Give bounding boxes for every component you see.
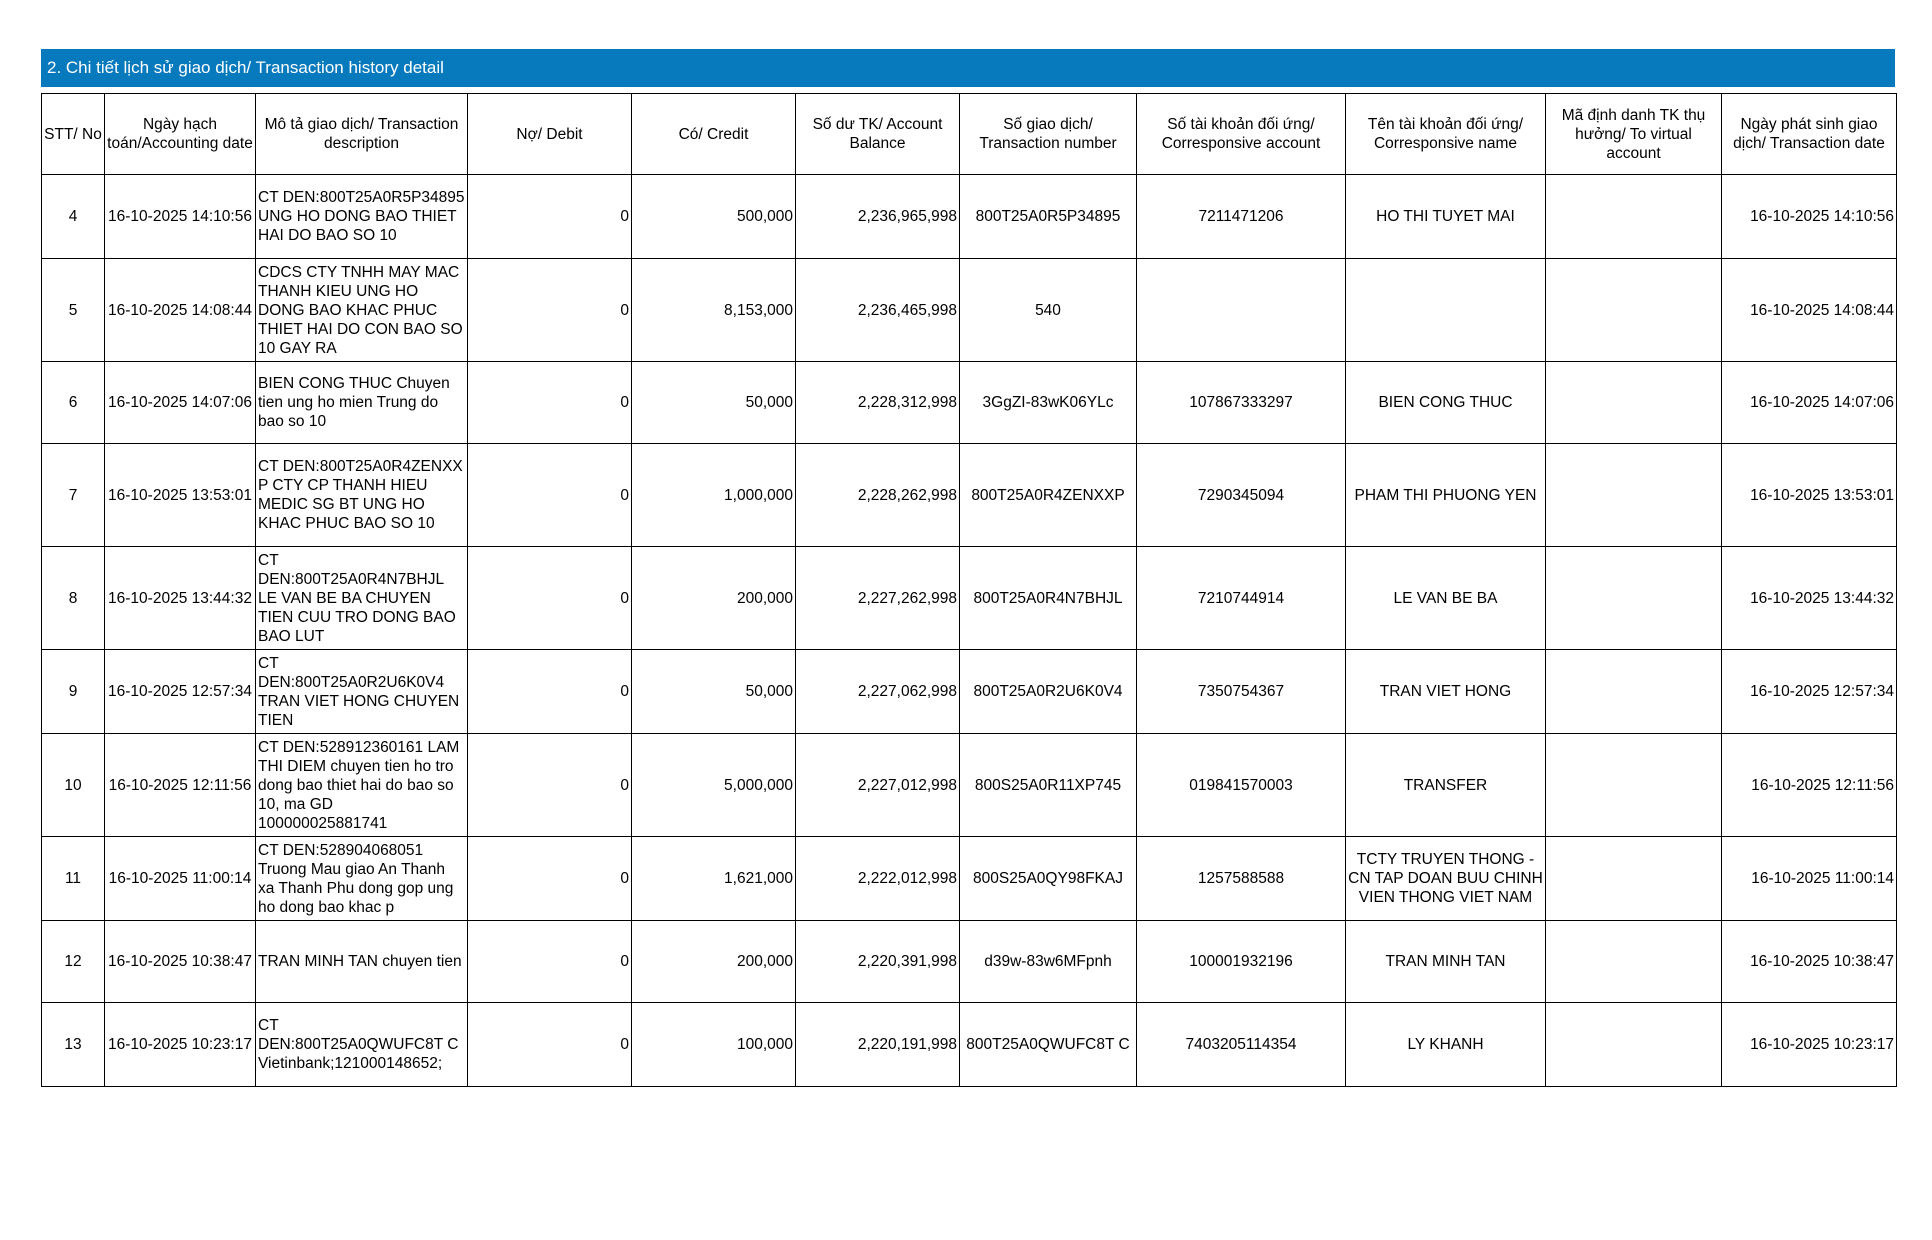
cell-description: CT DEN:800T25A0R4ZENXX P CTY CP THANH HIEU MEDIC SG BT UNG HO KHAC PHUC BAO SO 10 bbox=[256, 444, 468, 547]
cell-transaction-number: 800T25A0QWUFC8T C bbox=[960, 1003, 1137, 1087]
cell-description: CT DEN:800T25A0R4N7BHJL LE VAN BE BA CHUYEN TIEN CUU TRO DONG BAO BAO LUT bbox=[256, 547, 468, 650]
cell-transaction-date: 16-10-2025 13:53:01 bbox=[1722, 444, 1897, 547]
cell-virtual-account bbox=[1546, 1003, 1722, 1087]
cell-accounting-date: 16-10-2025 10:38:47 bbox=[105, 921, 256, 1003]
cell-description: CDCS CTY TNHH MAY MAC THANH KIEU UNG HO DONG BAO KHAC PHUC THIET HAI DO CON BAO SO 10 GAY RA bbox=[256, 259, 468, 362]
cell-corresponsive-name: LE VAN BE BA bbox=[1346, 547, 1546, 650]
cell-no: 6 bbox=[42, 362, 105, 444]
cell-balance: 2,236,465,998 bbox=[796, 259, 960, 362]
cell-description: BIEN CONG THUC Chuyen tien ung ho mien Trung do bao so 10 bbox=[256, 362, 468, 444]
cell-transaction-date: 16-10-2025 14:08:44 bbox=[1722, 259, 1897, 362]
cell-transaction-date: 16-10-2025 14:10:56 bbox=[1722, 175, 1897, 259]
cell-accounting-date: 16-10-2025 13:53:01 bbox=[105, 444, 256, 547]
cell-debit: 0 bbox=[468, 175, 632, 259]
cell-transaction-number: 800S25A0R11XP745 bbox=[960, 734, 1137, 837]
cell-balance: 2,220,391,998 bbox=[796, 921, 960, 1003]
cell-debit: 0 bbox=[468, 650, 632, 734]
cell-corresponsive-name: TRAN VIET HONG bbox=[1346, 650, 1546, 734]
cell-balance: 2,227,012,998 bbox=[796, 734, 960, 837]
cell-credit: 200,000 bbox=[632, 547, 796, 650]
cell-accounting-date: 16-10-2025 12:57:34 bbox=[105, 650, 256, 734]
table-row bbox=[42, 650, 1897, 734]
cell-corresponsive-account: 107867333297 bbox=[1137, 362, 1346, 444]
cell-corresponsive-name: PHAM THI PHUONG YEN bbox=[1346, 444, 1546, 547]
cell-corresponsive-name: TRAN MINH TAN bbox=[1346, 921, 1546, 1003]
header-no: STT/ No bbox=[42, 94, 105, 175]
cell-transaction-number: 800T25A0R4N7BHJL bbox=[960, 547, 1137, 650]
header-balance: Số dư TK/ Account Balance bbox=[796, 94, 960, 175]
cell-credit: 50,000 bbox=[632, 362, 796, 444]
cell-credit: 50,000 bbox=[632, 650, 796, 734]
cell-no: 4 bbox=[42, 175, 105, 259]
header-credit: Có/ Credit bbox=[632, 94, 796, 175]
cell-virtual-account bbox=[1546, 734, 1722, 837]
header-transaction-date: Ngày phát sinh giao dịch/ Transaction date bbox=[1722, 94, 1897, 175]
cell-no: 11 bbox=[42, 837, 105, 921]
cell-corresponsive-name: HO THI TUYET MAI bbox=[1346, 175, 1546, 259]
cell-corresponsive-account: 019841570003 bbox=[1137, 734, 1346, 837]
cell-accounting-date: 16-10-2025 11:00:14 bbox=[105, 837, 256, 921]
cell-credit: 5,000,000 bbox=[632, 734, 796, 837]
cell-no: 9 bbox=[42, 650, 105, 734]
cell-no: 8 bbox=[42, 547, 105, 650]
cell-transaction-number: 800T25A0R5P34895 bbox=[960, 175, 1137, 259]
cell-virtual-account bbox=[1546, 444, 1722, 547]
cell-debit: 0 bbox=[468, 921, 632, 1003]
cell-corresponsive-account: 7290345094 bbox=[1137, 444, 1346, 547]
cell-accounting-date: 16-10-2025 13:44:32 bbox=[105, 547, 256, 650]
cell-credit: 100,000 bbox=[632, 1003, 796, 1087]
cell-corresponsive-account: 7350754367 bbox=[1137, 650, 1346, 734]
cell-description: TRAN MINH TAN chuyen tien bbox=[256, 921, 468, 1003]
table-row bbox=[42, 259, 1897, 362]
cell-debit: 0 bbox=[468, 259, 632, 362]
cell-accounting-date: 16-10-2025 14:10:56 bbox=[105, 175, 256, 259]
cell-virtual-account bbox=[1546, 259, 1722, 362]
header-virtual-account: Mã định danh TK thụ hưởng/ To virtual account bbox=[1546, 94, 1722, 175]
cell-no: 12 bbox=[42, 921, 105, 1003]
header-corresponsive-account: Số tài khoản đối ứng/ Corresponsive account bbox=[1137, 94, 1346, 175]
cell-balance: 2,227,262,998 bbox=[796, 547, 960, 650]
cell-virtual-account bbox=[1546, 175, 1722, 259]
cell-corresponsive-name: LY KHANH bbox=[1346, 1003, 1546, 1087]
cell-description: CT DEN:528912360161 LAM THI DIEM chuyen tien ho tro dong bao thiet hai do bao so 10, ma GD 100000025881741 bbox=[256, 734, 468, 837]
cell-debit: 0 bbox=[468, 1003, 632, 1087]
cell-description: CT DEN:528904068051 Truong Mau giao An Thanh xa Thanh Phu dong gop ung ho dong bao khac p bbox=[256, 837, 468, 921]
cell-description: CT DEN:800T25A0R2U6K0V4 TRAN VIET HONG CHUYEN TIEN bbox=[256, 650, 468, 734]
cell-credit: 1,000,000 bbox=[632, 444, 796, 547]
cell-corresponsive-name bbox=[1346, 259, 1546, 362]
cell-balance: 2,227,062,998 bbox=[796, 650, 960, 734]
cell-accounting-date: 16-10-2025 12:11:56 bbox=[105, 734, 256, 837]
cell-corresponsive-account bbox=[1137, 259, 1346, 362]
cell-virtual-account bbox=[1546, 837, 1722, 921]
cell-credit: 8,153,000 bbox=[632, 259, 796, 362]
cell-corresponsive-account: 100001932196 bbox=[1137, 921, 1346, 1003]
cell-balance: 2,228,312,998 bbox=[796, 362, 960, 444]
cell-virtual-account bbox=[1546, 650, 1722, 734]
cell-transaction-date: 16-10-2025 13:44:32 bbox=[1722, 547, 1897, 650]
cell-balance: 2,220,191,998 bbox=[796, 1003, 960, 1087]
cell-transaction-number: d39w-83w6MFpnh bbox=[960, 921, 1137, 1003]
header-corresponsive-name: Tên tài khoản đối ứng/ Corresponsive name bbox=[1346, 94, 1546, 175]
table-header-row bbox=[42, 94, 1897, 175]
cell-corresponsive-account: 7211471206 bbox=[1137, 175, 1346, 259]
cell-balance: 2,228,262,998 bbox=[796, 444, 960, 547]
cell-accounting-date: 16-10-2025 10:23:17 bbox=[105, 1003, 256, 1087]
cell-transaction-date: 16-10-2025 14:07:06 bbox=[1722, 362, 1897, 444]
cell-transaction-date: 16-10-2025 12:57:34 bbox=[1722, 650, 1897, 734]
cell-balance: 2,236,965,998 bbox=[796, 175, 960, 259]
cell-corresponsive-account: 1257588588 bbox=[1137, 837, 1346, 921]
cell-no: 13 bbox=[42, 1003, 105, 1087]
cell-transaction-number: 800T25A0R2U6K0V4 bbox=[960, 650, 1137, 734]
cell-virtual-account bbox=[1546, 921, 1722, 1003]
header-accounting-date: Ngày hạch toán/Accounting date bbox=[105, 94, 256, 175]
table-row bbox=[42, 547, 1897, 650]
cell-no: 5 bbox=[42, 259, 105, 362]
cell-corresponsive-name: TCTY TRUYEN THONG - CN TAP DOAN BUU CHINH VIEN THONG VIET NAM bbox=[1346, 837, 1546, 921]
cell-debit: 0 bbox=[468, 734, 632, 837]
cell-accounting-date: 16-10-2025 14:07:06 bbox=[105, 362, 256, 444]
cell-debit: 0 bbox=[468, 547, 632, 650]
table-row bbox=[42, 921, 1897, 1003]
cell-balance: 2,222,012,998 bbox=[796, 837, 960, 921]
cell-virtual-account bbox=[1546, 547, 1722, 650]
cell-transaction-number: 3GgZI-83wK06YLc bbox=[960, 362, 1137, 444]
table-row bbox=[42, 444, 1897, 547]
cell-transaction-number: 800T25A0R4ZENXXP bbox=[960, 444, 1137, 547]
cell-corresponsive-account: 7210744914 bbox=[1137, 547, 1346, 650]
header-transaction-number: Số giao dịch/ Transaction number bbox=[960, 94, 1137, 175]
cell-transaction-date: 16-10-2025 10:38:47 bbox=[1722, 921, 1897, 1003]
cell-corresponsive-name: TRANSFER bbox=[1346, 734, 1546, 837]
cell-accounting-date: 16-10-2025 14:08:44 bbox=[105, 259, 256, 362]
transaction-history-table bbox=[41, 93, 1897, 1087]
cell-transaction-number: 540 bbox=[960, 259, 1137, 362]
header-debit: Nợ/ Debit bbox=[468, 94, 632, 175]
cell-debit: 0 bbox=[468, 362, 632, 444]
cell-virtual-account bbox=[1546, 362, 1722, 444]
cell-description: CT DEN:800T25A0QWUFC8T C Vietinbank;121000148652; bbox=[256, 1003, 468, 1087]
table-row bbox=[42, 362, 1897, 444]
cell-debit: 0 bbox=[468, 837, 632, 921]
cell-credit: 500,000 bbox=[632, 175, 796, 259]
cell-debit: 0 bbox=[468, 444, 632, 547]
section-title: 2. Chi tiết lịch sử giao dịch/ Transaction history detail bbox=[41, 49, 1895, 87]
cell-credit: 200,000 bbox=[632, 921, 796, 1003]
cell-transaction-date: 16-10-2025 10:23:17 bbox=[1722, 1003, 1897, 1087]
table-row bbox=[42, 1003, 1897, 1087]
cell-description: CT DEN:800T25A0R5P34895 UNG HO DONG BAO THIET HAI DO BAO SO 10 bbox=[256, 175, 468, 259]
cell-corresponsive-account: 7403205114354 bbox=[1137, 1003, 1346, 1087]
table-row bbox=[42, 837, 1897, 921]
cell-no: 10 bbox=[42, 734, 105, 837]
cell-transaction-number: 800S25A0QY98FKAJ bbox=[960, 837, 1137, 921]
cell-credit: 1,621,000 bbox=[632, 837, 796, 921]
table-row bbox=[42, 175, 1897, 259]
header-description: Mô tả giao dịch/ Transaction description bbox=[256, 94, 468, 175]
cell-no: 7 bbox=[42, 444, 105, 547]
cell-transaction-date: 16-10-2025 11:00:14 bbox=[1722, 837, 1897, 921]
table-row bbox=[42, 734, 1897, 837]
cell-corresponsive-name: BIEN CONG THUC bbox=[1346, 362, 1546, 444]
cell-transaction-date: 16-10-2025 12:11:56 bbox=[1722, 734, 1897, 837]
